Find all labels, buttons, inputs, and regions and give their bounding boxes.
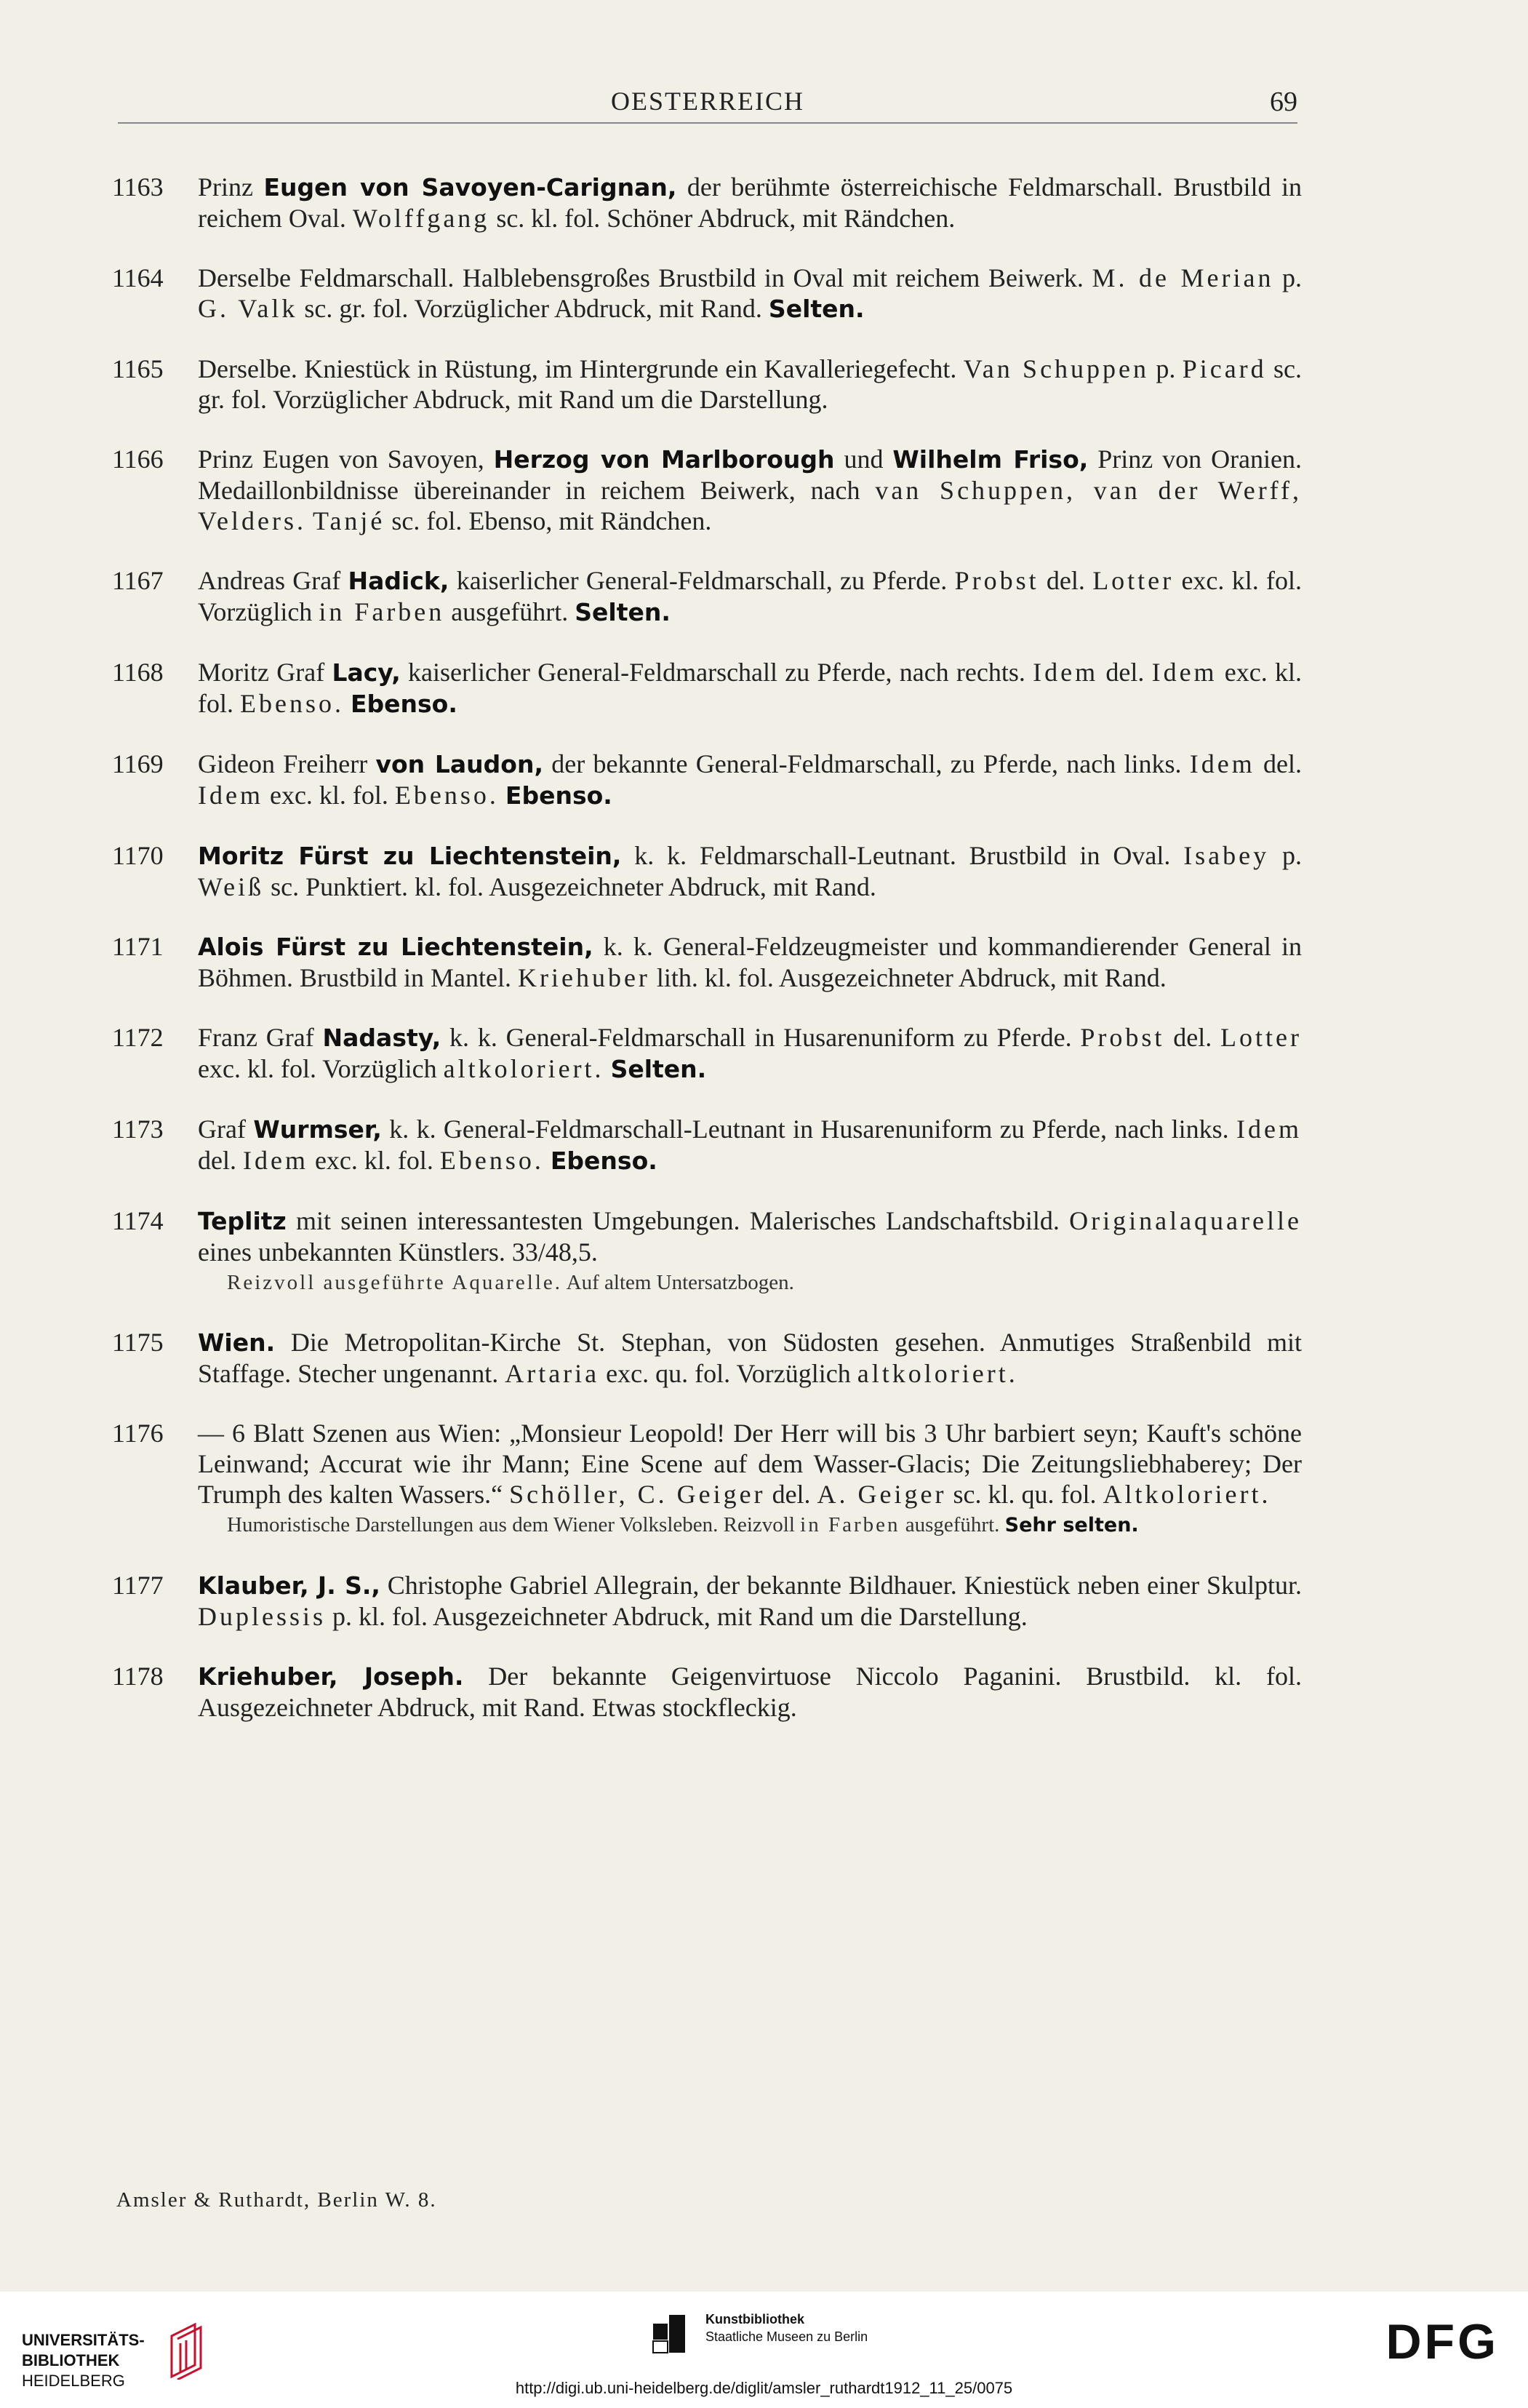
entry-text: Humoristische Darstellungen aus dem Wiener Volksleben. Reizvoll [227, 1513, 801, 1536]
bold-name: Teplitz [198, 1207, 287, 1235]
entry-text: der berühmte österreichische Feldmarschall. Brustbild in reichem Oval. [198, 172, 1302, 233]
catalog-entry [109, 1022, 1302, 1085]
entry-text [344, 689, 351, 718]
spaced-text: Weiß [198, 872, 265, 901]
spaced-text: Idem [1033, 658, 1099, 687]
entry-text: exc. kl. fol. [198, 658, 1303, 718]
spaced-text: Ebenso. [439, 1146, 544, 1175]
lot-description [198, 1205, 1302, 1298]
entry-text: Auf altem Untersatzbogen. [562, 1271, 794, 1294]
spaced-text: Van Schuppen [963, 354, 1150, 383]
spaced-text: Artaria [505, 1359, 600, 1388]
lot-note [227, 1510, 1302, 1541]
lot-number: 1170 [112, 841, 164, 870]
lot-description [198, 657, 1302, 719]
lot-description [198, 444, 1302, 536]
lot-description [198, 749, 1302, 811]
entry-text: kaiserlicher General-Feldmarschall zu Pferde, nach rechts. [400, 658, 1033, 687]
entry-text: Graf [198, 1115, 254, 1144]
lot-description [198, 565, 1302, 628]
spaced-text: van Schuppen, van der Werff, Velders. [198, 476, 1303, 535]
kunstbibliothek-logo[interactable] [647, 2306, 938, 2364]
bold-name: Wien. [198, 1328, 276, 1357]
entry-text: Moritz Graf [198, 658, 332, 687]
spaced-text: Idem [1236, 1115, 1302, 1144]
catalog-entry [109, 749, 1302, 811]
entry-text: k. k. General-Feldmarschall in Husarenuniform zu Pferde. [441, 1023, 1081, 1052]
entry-text: exc. kl. fol. Vorzüglich [198, 566, 1303, 626]
bold-name: Ebenso. [350, 690, 457, 718]
spaced-text: Picard [1182, 354, 1267, 383]
entry-text: kaiserlicher General-Feldmarschall, zu Pferde. [449, 566, 955, 595]
bold-name: Herzog von Marlborough [493, 445, 835, 474]
catalog-entry [109, 657, 1302, 719]
bold-name: Hadick, [348, 567, 449, 595]
entry-text: sc. kl. fol. Schöner Abdruck, mit Rändchen. [489, 204, 956, 233]
entry-text: exc. qu. fol. Vorzüglich [599, 1359, 857, 1388]
uni-line-2: BIBLIOTHEK [22, 2351, 120, 2369]
entry-text: del. [1098, 658, 1152, 687]
lot-number: 1178 [112, 1662, 164, 1691]
bold-name: Ebenso. [550, 1147, 657, 1175]
entry-text: sc. kl. qu. fol. [946, 1480, 1103, 1509]
bold-name: Sehr selten. [1004, 1514, 1139, 1536]
uni-line-1: UNIVERSITÄTS- [22, 2331, 145, 2349]
entry-text: Derselbe. Kniestück in Rüstung, im Hintergrunde ein Kavalleriegefecht. [198, 354, 964, 383]
entry-text: eines unbekannten Künstlers. 33/48,5. [198, 1237, 598, 1267]
spaced-text: Tanjé [312, 506, 385, 535]
entry-text: k. k. General-Feldmarschall-Leutnant in Husarenuniform zu Pferde, nach links. [381, 1115, 1237, 1144]
entry-text [499, 781, 505, 810]
lot-number: 1163 [112, 172, 164, 202]
spaced-text: altkoloriert. [443, 1054, 604, 1083]
entry-text: Christophe Gabriel Allegrain, der bekannte Bildhauer. Kniestück neben einer Skulptur. [380, 1571, 1302, 1600]
spaced-text: Probst [954, 566, 1039, 595]
publisher-footer: Amsler & Ruthardt, Berlin W. 8. [116, 2188, 437, 2212]
lot-number: 1172 [112, 1023, 164, 1052]
entry-text: der bekannte General-Feldmarschall, zu Pferde, nach links. [543, 749, 1190, 778]
bold-name: Lacy, [332, 658, 401, 687]
bold-name: Eugen von Savoyen-Carignan, [263, 173, 677, 202]
lot-description [198, 1418, 1302, 1541]
uni-line-3: HEIDELBERG [22, 2372, 125, 2390]
spaced-text: Lotter [1092, 566, 1175, 595]
lot-description [198, 1327, 1302, 1389]
catalog-entry [109, 263, 1302, 324]
dfg-logo[interactable]: DFG [1385, 2314, 1499, 2369]
spaced-text: Reizvoll ausgeführte Aquarelle. [227, 1271, 563, 1294]
catalog-entry [109, 1661, 1302, 1723]
catalog-entry [109, 172, 1302, 234]
lot-number: 1166 [112, 444, 164, 474]
entry-text: del. [1255, 749, 1302, 778]
catalog-entry [109, 444, 1302, 536]
kb-subtitle: Staatliche Museen zu Berlin [705, 2329, 868, 2344]
entry-text: Derselbe Feldmarschall. Halblebensgroßes Brustbild in Oval mit reichem Beiwerk. [198, 263, 1092, 292]
entry-text [544, 1146, 551, 1175]
spaced-text: Ebenso. [240, 689, 344, 718]
spaced-text: altkoloriert. [857, 1359, 1018, 1388]
bold-name: Selten. [610, 1055, 707, 1083]
lot-description [198, 172, 1302, 234]
entry-text: del. [1039, 566, 1093, 595]
entry-text: Andreas Graf [198, 566, 348, 595]
bold-name: Selten. [575, 598, 671, 626]
lot-number: 1165 [112, 354, 164, 383]
bold-name: Wilhelm Friso, [892, 445, 1089, 474]
spaced-text: A. Geiger [817, 1480, 947, 1509]
spaced-text: Originalaquarelle [1069, 1206, 1302, 1235]
entry-text: exc. kl. fol. Vorzüglich [198, 1054, 444, 1083]
bold-name: Selten. [768, 295, 865, 323]
entry-text: lith. kl. fol. Ausgezeichneter Abdruck, mit Rand. [649, 963, 1167, 992]
entry-text: — 6 Blatt Szenen aus Wien: „Monsieur Leopold! Der Herr will bis 3 Uhr barbiert seyn; Kauft's schöne Leinwand; Accurat wie ihr Mann; Eine Scene auf dem Wasser-Glacis; Die Zeitungsliebhaberey; Der Trumph des kalten Wassers.“ [198, 1419, 1302, 1509]
spaced-text: Lotter [1220, 1023, 1302, 1052]
catalog-entry [109, 354, 1302, 415]
kb-title: Kunstbibliothek [705, 2312, 804, 2327]
lot-number: 1177 [112, 1571, 164, 1600]
lot-description [198, 1022, 1302, 1085]
lot-note [227, 1267, 1302, 1298]
spaced-text: Isabey [1183, 841, 1270, 870]
spaced-text: Wolffgang [352, 204, 490, 233]
spaced-text: Idem [198, 781, 263, 810]
lot-description [198, 931, 1302, 993]
spaced-text: Probst [1080, 1023, 1165, 1052]
bold-name: Moritz Fürst zu Liechtenstein, [198, 842, 622, 870]
lot-number: 1168 [112, 658, 164, 687]
lot-description [198, 1661, 1302, 1723]
entry-text: und [834, 444, 893, 474]
lot-description [198, 263, 1302, 324]
entry-text: Gideon Freiherr [198, 749, 376, 778]
spaced-text: Schöller, C. Geiger [509, 1480, 766, 1509]
bold-name: Wurmser, [253, 1115, 382, 1144]
entry-text: del. [1164, 1023, 1221, 1052]
catalog-entries [109, 172, 1302, 1752]
catalog-entry [109, 840, 1302, 902]
spaced-text: Idem [1189, 749, 1255, 778]
entry-text: Prinz Eugen von Savoyen, [198, 444, 494, 474]
lot-number: 1174 [112, 1206, 164, 1235]
spaced-text: Kriehuber [517, 963, 650, 992]
entry-text: Der bekannte Geigenvirtuose Niccolo Paganini. Brustbild. kl. fol. Ausgezeichneter Abdruck, mit Rand. Etwas stockfleckig. [198, 1662, 1302, 1722]
entry-text: ausgeführt. [444, 597, 575, 626]
entry-text: del. [198, 1146, 243, 1175]
spaced-text: Idem [242, 1146, 308, 1175]
entry-text: p. [1149, 354, 1183, 383]
lot-number: 1164 [112, 263, 164, 292]
lot-number: 1176 [112, 1419, 164, 1448]
entry-text: del. [765, 1480, 817, 1509]
lot-number: 1171 [112, 932, 164, 961]
catalog-entry [109, 931, 1302, 993]
bold-name: Kriehuber, Joseph. [198, 1662, 464, 1691]
entry-text: mit seinen interessantesten Umgebungen. Malerisches Landschaftsbild. [286, 1206, 1070, 1235]
spaced-text: Ebenso. [394, 781, 499, 810]
entry-text: p. kl. fol. Ausgezeichneter Abdruck, mit Rand um die Darstellung. [326, 1602, 1028, 1631]
entry-text: sc. Punktiert. kl. fol. Ausgezeichneter Abdruck, mit Rand. [264, 872, 876, 901]
catalog-entry [109, 1418, 1302, 1541]
running-head: OESTERREICH [610, 87, 804, 116]
lot-number: 1169 [112, 749, 164, 778]
entry-text: sc. gr. fol. Vorzüglicher Abdruck, mit Rand um die Darstellung. [198, 354, 1302, 414]
entry-text: exc. kl. fol. [308, 1146, 440, 1175]
spaced-text: Altkoloriert. [1103, 1480, 1271, 1509]
entry-text: sc. fol. Ebenso, mit Rändchen. [385, 506, 712, 535]
entry-text: Franz Graf [198, 1023, 323, 1052]
entry-text: exc. kl. fol. [263, 781, 395, 810]
spaced-text: in Farben [800, 1513, 900, 1536]
lot-number: 1167 [112, 566, 164, 595]
spaced-text: M. de Merian [1092, 263, 1274, 292]
catalog-entry [109, 565, 1302, 628]
catalog-entry [109, 1114, 1302, 1176]
entry-text [306, 506, 313, 535]
bold-name: Nadasty, [322, 1024, 441, 1052]
permalink-url[interactable]: http://digi.ub.uni-heidelberg.de/diglit/amsler_ruthardt1912_11_25/0075 [515, 2379, 1013, 2397]
catalog-entry [109, 1570, 1302, 1632]
lot-number: 1173 [112, 1115, 164, 1144]
page-number: 69 [1270, 87, 1297, 117]
lot-description [198, 1570, 1302, 1632]
lot-number: 1175 [112, 1328, 164, 1357]
bold-name: von Laudon, [375, 750, 543, 778]
entry-text: ausgeführt. [900, 1513, 1005, 1536]
entry-text: k. k. General-Feldzeugmeister und kommandierender General in Böhmen. Brustbild in Mantel. [198, 932, 1302, 992]
entry-text: sc. gr. fol. Vorzüglicher Abdruck, mit Rand. [297, 294, 769, 323]
bold-name: Ebenso. [505, 781, 612, 810]
entry-text: Die Metropolitan-Kirche St. Stephan, von Südosten gesehen. Anmutiges Straßenbild mit Staffage. Stecher ungenannt. [198, 1328, 1302, 1388]
entry-text: p. [1269, 841, 1302, 870]
digitization-band [0, 2292, 1528, 2408]
lot-description [198, 354, 1302, 415]
catalog-entry [109, 1327, 1302, 1389]
catalog-entry [109, 1205, 1302, 1298]
spaced-text: in Farben [319, 597, 445, 626]
spaced-text: Duplessis [198, 1602, 327, 1631]
lot-description [198, 840, 1302, 902]
library-mark-icon [166, 2321, 209, 2380]
spaced-text: Idem [1151, 658, 1217, 687]
entry-text: p. [1273, 263, 1303, 292]
kunstbibliothek-icon [647, 2312, 691, 2356]
entry-text: k. k. Feldmarschall-Leutnant. Brustbild in Oval. [621, 841, 1184, 870]
page-header [118, 86, 1297, 124]
bold-name: Alois Fürst zu Liechtenstein, [198, 933, 593, 961]
entry-text: Prinz von Oranien. Medaillonbildnisse übereinander in reichem Beiwerk, nach [198, 444, 1303, 505]
spaced-text: G. Valk [198, 294, 298, 323]
entry-text [604, 1054, 611, 1083]
entry-text: Prinz [198, 172, 264, 202]
bold-name: Klauber, J. S., [198, 1571, 380, 1600]
lot-description [198, 1114, 1302, 1176]
